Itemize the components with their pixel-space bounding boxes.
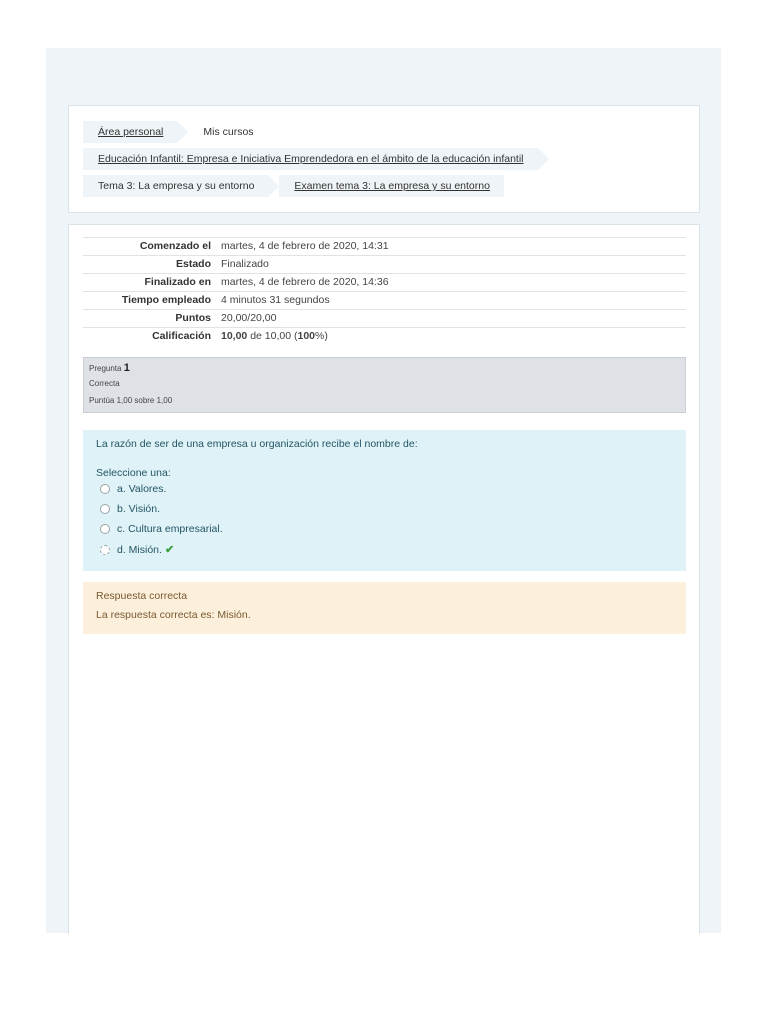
question-text: La razón de ser de una empresa u organización recibe el nombre de: [96, 438, 418, 450]
radio-icon[interactable] [100, 504, 110, 514]
finished-label: Finalizado en [144, 276, 211, 288]
question-number-value: 1 [123, 362, 130, 374]
table-row [83, 274, 686, 292]
radio-icon[interactable] [100, 484, 110, 494]
question-state: Correcta [89, 379, 120, 388]
time-label: Tiempo empleado [121, 294, 211, 306]
grade-of: de 10,00 ( [247, 330, 298, 342]
radio-icon[interactable] [100, 545, 110, 555]
answer-option-label: b. Visión. [117, 503, 160, 515]
feedback-title: Respuesta correcta [96, 590, 188, 602]
table-row [83, 292, 686, 310]
check-icon: ✔ [164, 544, 175, 556]
grade-percent: 100 [297, 330, 316, 342]
grade-label: Calificación [152, 330, 211, 342]
breadcrumb-course[interactable]: Educación Infantil: Empresa e Iniciativa Emprendedora en el ámbito de la educación infantil [83, 148, 538, 170]
breadcrumb-row-2 [83, 148, 538, 170]
question-number [89, 362, 130, 374]
table-row [83, 328, 686, 346]
finished-value: martes, 4 de febrero de 2020, 14:36 [221, 276, 389, 288]
main-content [68, 224, 700, 934]
answer-option-b[interactable] [100, 503, 160, 515]
breadcrumb [68, 105, 700, 213]
table-row [83, 256, 686, 274]
state-label: Estado [175, 258, 211, 270]
breadcrumb-mis-cursos[interactable]: Mis cursos [203, 126, 254, 138]
state-value: Finalizado [221, 258, 269, 270]
answer-option-label: c. Cultura empresarial. [117, 523, 223, 535]
started-label: Comenzado el [139, 240, 211, 252]
answer-option-label: a. Valores. [117, 483, 167, 495]
feedback-answer: La respuesta correcta es: Misión. [96, 609, 251, 621]
breadcrumb-section[interactable]: Tema 3: La empresa y su entorno [83, 175, 268, 197]
question-info [83, 357, 686, 413]
question-number-label: Pregunta [89, 364, 122, 373]
grade-score: 10,00 [221, 330, 248, 342]
answer-prompt: Seleccione una: [96, 467, 171, 479]
breadcrumb-area-personal[interactable]: Área personal [83, 121, 177, 143]
breadcrumb-row-3 [83, 175, 504, 197]
answer-option-c[interactable] [100, 523, 223, 535]
question-mark: Puntúa 1,00 sobre 1,00 [89, 396, 173, 405]
breadcrumb-quiz[interactable]: Examen tema 3: La empresa y su entorno [279, 175, 504, 197]
grade-value [221, 328, 686, 346]
table-row [83, 310, 686, 328]
feedback-box [83, 582, 686, 634]
table-row [83, 238, 686, 256]
points-label: Puntos [175, 312, 211, 324]
answer-option-d[interactable] [100, 543, 174, 556]
time-value: 4 minutos 31 segundos [221, 294, 330, 306]
answer-option-a[interactable] [100, 483, 166, 495]
attempt-summary-table [83, 237, 686, 345]
started-value: martes, 4 de febrero de 2020, 14:31 [221, 240, 389, 252]
radio-icon[interactable] [100, 524, 110, 534]
question-formulation [83, 430, 686, 571]
breadcrumb-row-1 [83, 121, 268, 143]
answer-option-label: d. Misión. [117, 543, 162, 556]
grade-end: %) [315, 330, 328, 342]
points-value: 20,00/20,00 [221, 312, 277, 324]
